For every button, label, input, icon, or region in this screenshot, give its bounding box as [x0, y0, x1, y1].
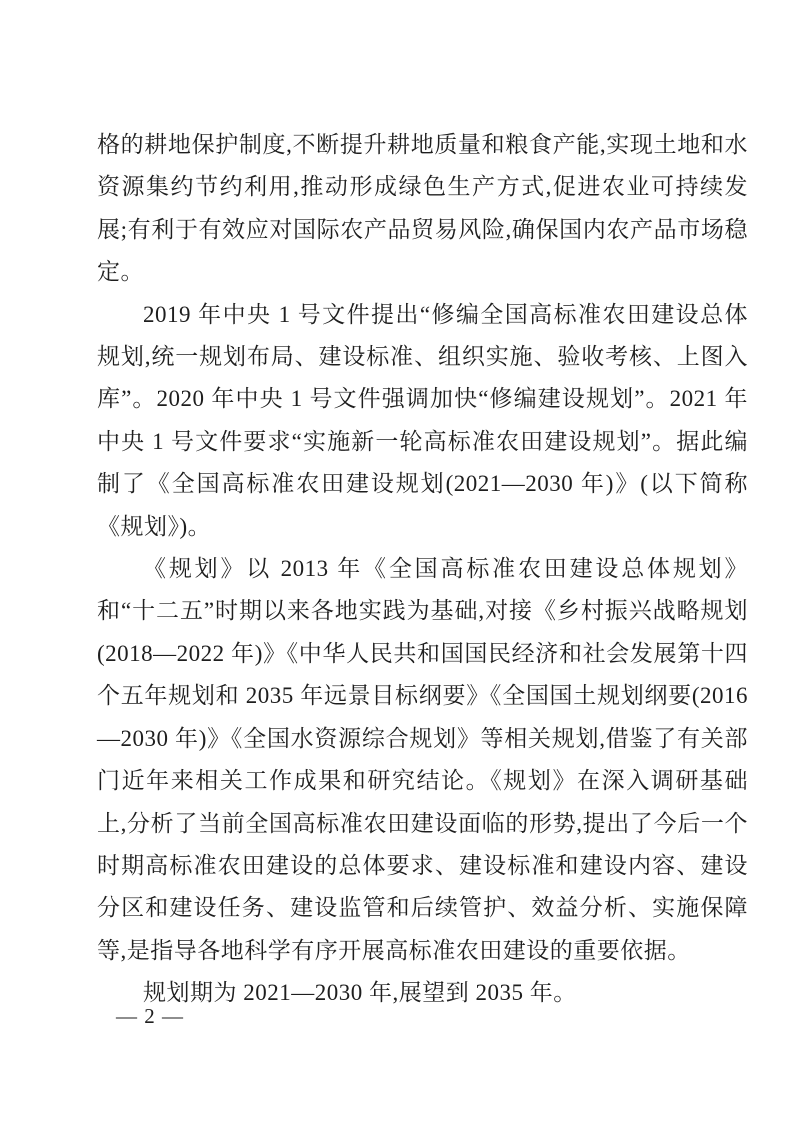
paragraph-plan-period: 规划期为 2021—2030 年,展望到 2035 年。 — [143, 980, 577, 1006]
page-number: — 2 — — [116, 1004, 184, 1028]
document-body — [97, 124, 748, 1015]
paragraph-central-documents: 2019 年中央 1 号文件提出“修编全国高标准农田建设总体规划,统一规划布局、建设标准、组织实施、验收考核、上图入库”。2020 年中央 1 号文件强调加快“修编建设规划”。2021 年中央 1 号文件要求“实施新一轮高标准农田建设规划”。据此编制了《全国高标准农田建设规划(2021—2030 年)》(以下简称《规划》)。 — [97, 301, 748, 539]
paragraph-continuation: 格的耕地保护制度,不断提升耕地质量和粮食产能,实现土地和水资源集约节约利用,推动形成绿色生产方式,促进农业可持续发展;有利于有效应对国际农产品贸易风险,确保国内农产品市场稳定。 — [97, 132, 748, 285]
paragraph-plan-basis: 《规划》以 2013 年《全国高标准农田建设总体规划》和“十二五”时期以来各地实践为基础,对接《乡村振兴战略规划(2018—2022 年)》《中华人民共和国国民经济和社会发展第十四个五年规划和 2035 年远景目标纲要》《全国国土规划纲要(2016—2030 年)》《全国水资源综合规划》等相关规划,借鉴了有关部门近年来相关工作成果和研究结论。《规划》在深入调研基础上,分析了当前全国高标准农田建设面临的形势,提出了今后一个时期高标准农田建设的总体要求、建设标准和建设内容、建设分区和建设任务、建设监管和后续管护、效益分析、实施保障等,是指导各地科学有序开展高标准农田建设的重要依据。 — [97, 556, 748, 963]
